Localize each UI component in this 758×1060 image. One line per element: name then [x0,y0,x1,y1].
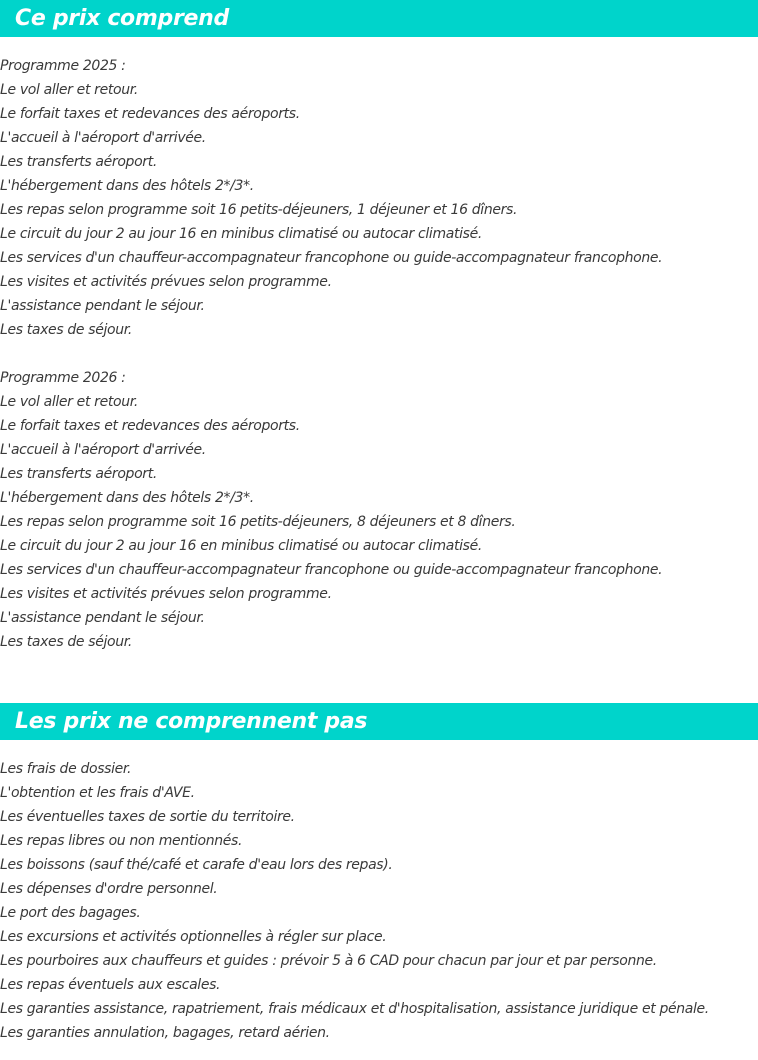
price-excludes-body [0,740,758,1045]
list-item: Les frais de dossier. [0,761,132,777]
list-item: Les visites et activités prévues selon programme. [0,586,332,602]
list-item: Les repas selon programme soit 16 petits-déjeuners, 1 déjeuner et 16 dîners. [0,202,518,218]
list-item: Les excursions et activités optionnelles à régler sur place. [0,929,387,945]
price-includes-title: Ce prix comprend [15,6,229,31]
program-2025-heading: Programme 2025 : [0,58,126,74]
list-item: L'accueil à l'aéroport d'arrivée. [0,130,206,146]
list-item: Les éventuelles taxes de sortie du territoire. [0,809,295,825]
list-item: Le vol aller et retour. [0,394,138,410]
price-includes-body [0,37,758,654]
list-item: Le forfait taxes et redevances des aéroports. [0,106,300,122]
list-item: L'obtention et les frais d'AVE. [0,785,195,801]
list-item: L'hébergement dans des hôtels 2*/3*. [0,490,254,506]
list-item: Le forfait taxes et redevances des aéroports. [0,418,300,434]
program-2026-heading: Programme 2026 : [0,370,126,386]
price-excludes-title: Les prix ne comprennent pas [15,709,368,734]
price-excludes-section [0,703,758,1045]
list-item: Les repas libres ou non mentionnés. [0,833,243,849]
list-item: Les pourboires aux chauffeurs et guides : prévoir 5 à 6 CAD pour chacun par jour et par personne. [0,953,657,969]
list-item: Les transferts aéroport. [0,466,157,482]
list-item: Les repas éventuels aux escales. [0,977,221,993]
list-item: L'hébergement dans des hôtels 2*/3*. [0,178,254,194]
list-item: Le circuit du jour 2 au jour 16 en minibus climatisé ou autocar climatisé. [0,538,482,554]
list-item: L'assistance pendant le séjour. [0,610,205,626]
list-item: Les garanties annulation, bagages, retard aérien. [0,1025,330,1041]
list-item: Les dépenses d'ordre personnel. [0,881,218,897]
list-item: Les services d'un chauffeur-accompagnateur francophone ou guide-accompagnateur francophone. [0,562,663,578]
program-2025-list [0,54,758,342]
list-item: Les taxes de séjour. [0,322,132,338]
list-item: L'assistance pendant le séjour. [0,298,205,314]
program-2026-list [0,366,758,654]
list-item: Les taxes de séjour. [0,634,132,650]
list-item: Les services d'un chauffeur-accompagnateur francophone ou guide-accompagnateur francophone. [0,250,663,266]
list-item: Le vol aller et retour. [0,82,138,98]
price-excludes-header [0,703,758,740]
list-item: Les transferts aéroport. [0,154,157,170]
list-item: Les garanties assistance, rapatriement, frais médicaux et d'hospitalisation, assistance juridique et pénale. [0,1001,709,1017]
list-item: L'accueil à l'aéroport d'arrivée. [0,442,206,458]
excludes-list [0,757,758,1045]
list-item: Les boissons (sauf thé/café et carafe d'eau lors des repas). [0,857,393,873]
list-item: Les visites et activités prévues selon programme. [0,274,332,290]
list-item: Les repas selon programme soit 16 petits-déjeuners, 8 déjeuners et 8 dîners. [0,514,516,530]
price-includes-header [0,0,758,37]
list-item: Le port des bagages. [0,905,141,921]
list-item: Le circuit du jour 2 au jour 16 en minibus climatisé ou autocar climatisé. [0,226,482,242]
